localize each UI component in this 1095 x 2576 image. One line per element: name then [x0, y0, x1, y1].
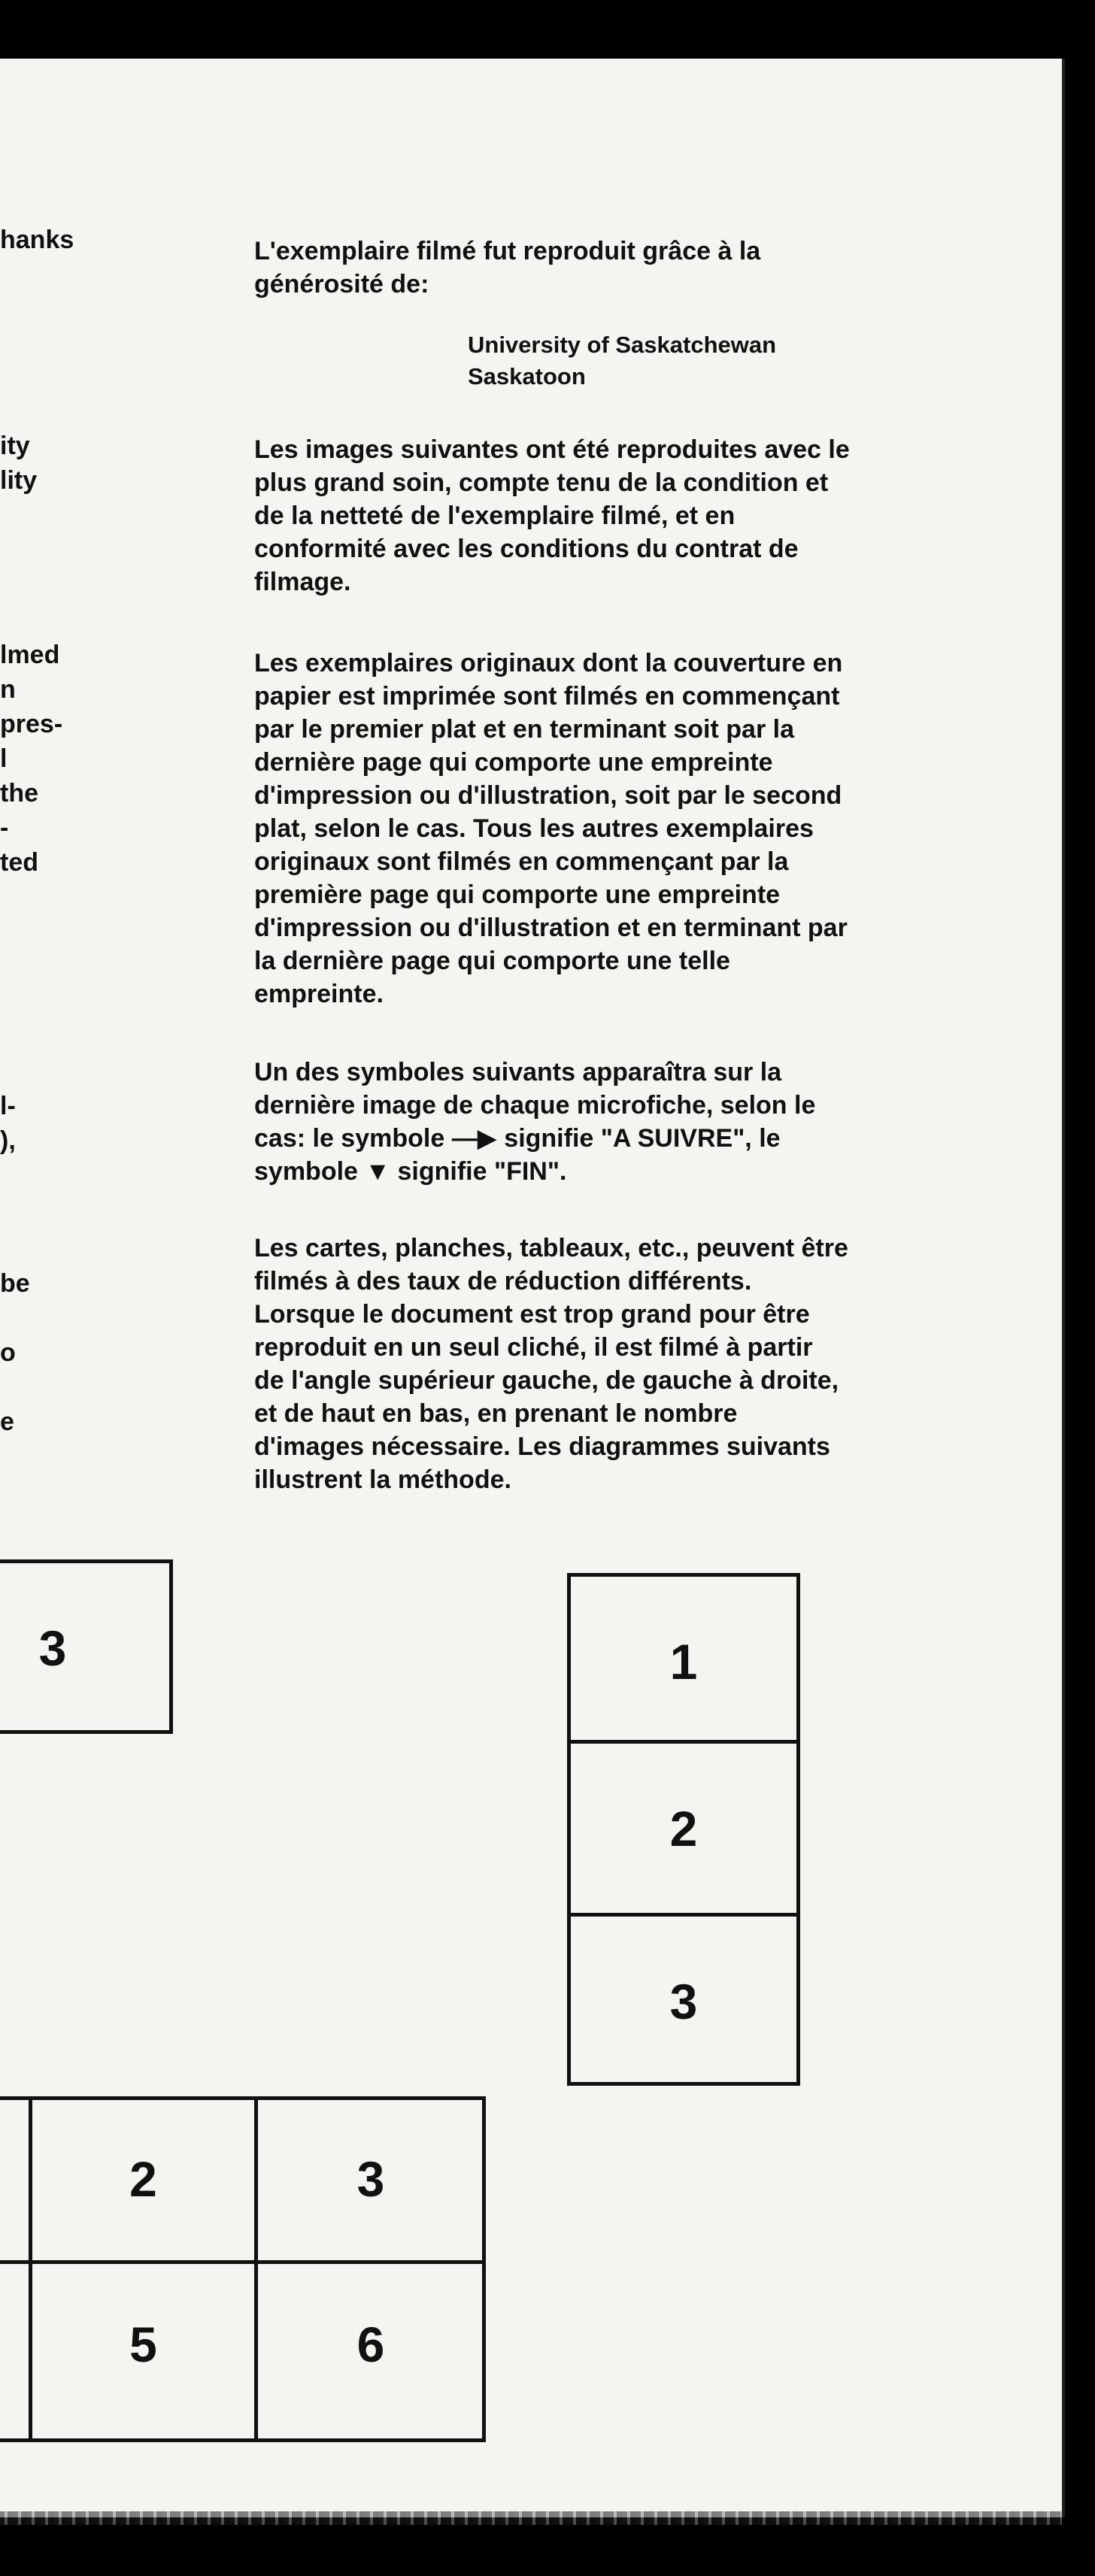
p2-line: papier est imprimée sont filmés en commençant: [254, 682, 840, 711]
grid-horizontal-divider: [0, 2260, 482, 2264]
cell-number: 1: [669, 1634, 698, 1690]
left-fragment-1: hanks: [0, 226, 74, 254]
cell-number: 2: [129, 2151, 157, 2207]
horizontal-diagram-cell: [0, 1559, 173, 1734]
left-fragment-5: n: [0, 675, 16, 704]
paragraph-4: [254, 1232, 1006, 1496]
p2-line: dernière page qui comporte une empreinte: [254, 748, 773, 777]
p4-line: Les cartes, planches, tableaux, etc., peuvent être: [254, 1234, 848, 1262]
p1-line: de la netteté de l'exemplaire filmé, et en: [254, 502, 736, 530]
left-fragment-9: -: [0, 814, 9, 842]
vertical-cell-3: [571, 1913, 796, 2086]
paragraph-3: [254, 1056, 1006, 1188]
left-fragment-11: l-: [0, 1092, 16, 1120]
p4-line: Lorsque le document est trop grand pour être: [254, 1300, 810, 1329]
vertical-diagram: [567, 1573, 800, 2086]
left-fragment-8: the: [0, 779, 38, 808]
p3-line: dernière image de chaque microfiche, selon le: [254, 1091, 816, 1120]
p1-line: Les images suivantes ont été reproduites avec le: [254, 435, 850, 464]
institution-city: Saskatoon: [468, 363, 586, 389]
paragraph-2: [254, 647, 1006, 1011]
p2-line: première page qui comporte une empreinte: [254, 880, 781, 909]
paragraph-1: [254, 433, 1006, 599]
left-fragment-3: lity: [0, 466, 38, 495]
p3-line: symbole ▼ signifie "FIN".: [254, 1157, 567, 1186]
p1-line: conformité avec les conditions du contrat de: [254, 535, 799, 563]
p4-line: et de haut en bas, en prenant le nombre: [254, 1399, 738, 1428]
p2-line: Les exemplaires originaux dont la couverture en: [254, 649, 843, 677]
p1-line: plus grand soin, compte tenu de la condition et: [254, 468, 829, 497]
intro-text: [254, 235, 1006, 301]
grid-vertical-divider: [254, 2100, 258, 2438]
left-fragment-6: pres-: [0, 710, 63, 738]
p2-line: d'impression ou d'illustration, soit par le second: [254, 781, 842, 810]
cell-number: 3: [669, 1974, 698, 2029]
cell-number: 5: [129, 2317, 157, 2372]
p2-line: la dernière page qui comporte une telle: [254, 947, 730, 975]
intro-line-1: L'exemplaire filmé fut reproduit grâce à la: [254, 237, 761, 265]
institution-name: University of Saskatchewan: [468, 332, 777, 358]
cell-number: 3: [356, 2151, 385, 2207]
p4-line: de l'angle supérieur gauche, de gauche à droite,: [254, 1366, 839, 1395]
p2-line: par le premier plat et en terminant soit par la: [254, 715, 794, 744]
vertical-cell-2: [571, 1740, 796, 1913]
left-fragment-7: l: [0, 744, 8, 773]
paper-bottom-edge: [0, 2511, 1062, 2525]
left-fragment-4: lmed: [0, 641, 60, 669]
p1-line: filmage.: [254, 568, 351, 596]
grid-vertical-divider: [29, 2100, 32, 2438]
p2-line: d'impression ou d'illustration et en terminant par: [254, 914, 848, 942]
cell-number: 6: [356, 2317, 385, 2372]
p3-line: cas: le symbole —▶ signifie "A SUIVRE", le: [254, 1124, 781, 1153]
left-fragment-2: ity: [0, 432, 30, 460]
p4-line: reproduit en un seul cliché, il est filmé à partir: [254, 1333, 813, 1362]
institution-block: [468, 329, 776, 392]
cell-number: 3: [38, 1620, 67, 1676]
left-fragment-13: be: [0, 1269, 30, 1298]
left-fragment-10: ted: [0, 848, 38, 877]
p2-line: originaux sont filmés en commençant par la: [254, 847, 789, 876]
left-fragment-14: o: [0, 1338, 16, 1367]
p2-line: plat, selon le cas. Tous les autres exemplaires: [254, 814, 814, 843]
p4-line: d'images nécessaire. Les diagrammes suivants: [254, 1432, 830, 1461]
p2-line: empreinte.: [254, 980, 384, 1008]
left-fragment-12: ),: [0, 1126, 16, 1155]
cell-number: 2: [669, 1801, 698, 1856]
grid-diagram: [0, 2096, 486, 2442]
p4-line: filmés à des taux de réduction différents.: [254, 1267, 752, 1296]
left-fragment-15: e: [0, 1408, 14, 1436]
p3-line: Un des symboles suivants apparaîtra sur la: [254, 1058, 782, 1086]
p4-line: illustrent la méthode.: [254, 1465, 511, 1494]
intro-line-2: générosité de:: [254, 270, 429, 299]
